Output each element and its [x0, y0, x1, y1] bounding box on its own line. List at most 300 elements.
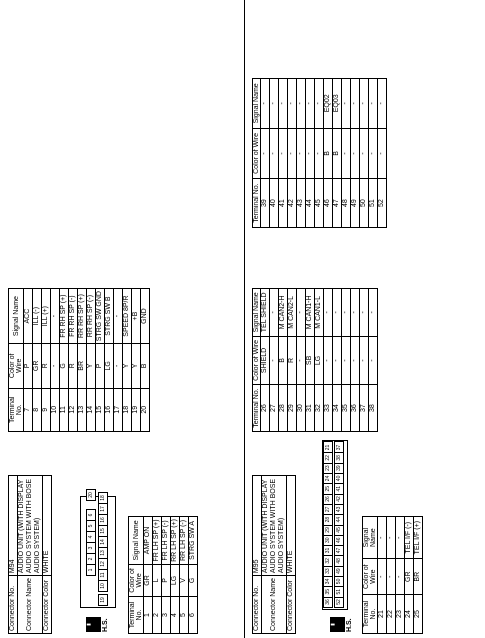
- signal-name-cell: -: [114, 289, 123, 344]
- table-row: [60, 289, 69, 432]
- terminal-no-cell: 31: [306, 385, 315, 432]
- wire-color-cell: P: [162, 564, 171, 596]
- connector-pin: 4: [86, 531, 96, 543]
- terminal-no-header: Terminal No.: [253, 385, 261, 432]
- terminal-no-cell: 34: [333, 385, 342, 432]
- terminal-no-cell: 19: [132, 388, 141, 431]
- table-row: [114, 289, 123, 432]
- signal-name-cell: ILL (-): [33, 289, 42, 344]
- signal-name-cell: EQ02: [324, 79, 333, 129]
- wire-color-header: Color of Wire: [253, 128, 261, 179]
- connector-pin: 14: [98, 536, 108, 548]
- connector-pin: 37: [334, 442, 344, 454]
- connector-pin: 43: [334, 503, 344, 515]
- terminal-no-header: Terminal No.: [253, 179, 261, 228]
- wire-color-cell: LG: [105, 344, 114, 388]
- terminal-no-cell: 40: [270, 179, 279, 228]
- terminal-no-header: Terminal No.: [129, 597, 144, 634]
- signal-name-cell: RR RH SP (-): [87, 289, 96, 344]
- m95-terminal-table-1: [362, 516, 423, 634]
- connector-pin: 31: [323, 545, 333, 557]
- wire-color-cell: L: [153, 564, 162, 596]
- terminal-no-cell: 49: [351, 179, 360, 228]
- connector-pin: 24: [323, 472, 333, 484]
- table-row: [396, 517, 405, 634]
- terminal-no-cell: 33: [324, 385, 333, 432]
- table-row: [333, 79, 342, 228]
- wire-color-cell: -: [315, 128, 324, 179]
- signal-name-cell: TEL I/F (+): [414, 517, 423, 559]
- m95-connector-diagram: [322, 440, 350, 610]
- connector-pin: 1: [86, 564, 96, 576]
- wire-color-cell: -: [333, 336, 342, 384]
- connector-pin: 49: [334, 565, 344, 577]
- wire-color-cell: -: [261, 128, 270, 179]
- wire-color-cell: -: [369, 128, 378, 179]
- table-row: [279, 289, 288, 432]
- terminal-no-cell: 14: [87, 388, 96, 431]
- table-row: [69, 289, 78, 432]
- wire-color-cell: BR: [414, 559, 423, 595]
- terminal-no-cell: 9: [42, 388, 51, 431]
- connector-pin: 13: [98, 547, 108, 559]
- table-row: [261, 79, 270, 228]
- connector-name-label: Connector Name: [18, 576, 43, 634]
- table-row: [351, 289, 360, 432]
- signal-name-cell: -: [396, 517, 405, 559]
- connector-pin: 46: [334, 534, 344, 546]
- wire-color-cell: -: [279, 128, 288, 179]
- signal-name-cell: AMP ON: [144, 517, 153, 565]
- table-row: [306, 79, 315, 228]
- hs-label: H.S.: [102, 618, 109, 632]
- table-row: [24, 289, 33, 432]
- table-row: [288, 79, 297, 228]
- connector-pin: 10: [98, 580, 108, 592]
- terminal-no-cell: 2: [153, 597, 162, 634]
- connector-pin: 42: [334, 493, 344, 505]
- terminal-no-cell: 15: [96, 388, 105, 431]
- table-row: [342, 289, 351, 432]
- table-row: [42, 289, 51, 432]
- terminal-no-cell: 22: [387, 595, 396, 634]
- table-row: [141, 289, 150, 432]
- signal-name-cell: +B: [132, 289, 141, 344]
- wire-color-cell: -: [378, 128, 387, 179]
- terminal-no-cell: 48: [342, 179, 351, 228]
- table-row: [378, 517, 387, 634]
- wire-color-cell: P: [96, 344, 105, 388]
- m94-terminal-table-2: [8, 288, 150, 432]
- signal-name-header: Signal Name: [253, 79, 261, 129]
- terminal-no-cell: 3: [162, 597, 171, 634]
- wire-color-cell: -: [360, 128, 369, 179]
- signal-name-cell: SPEED 8P/R: [123, 289, 132, 344]
- signal-name-header: Signal Name: [253, 289, 261, 337]
- wire-color-cell: Y: [87, 344, 96, 388]
- wire-color-cell: SB: [306, 336, 315, 384]
- m94-connector-name: AUDIO UNIT (WITH DISPLAY AUDIO SYSTEM WITH BOSE AUDIO SYSTEM): [18, 476, 43, 576]
- terminal-no-cell: 27: [270, 385, 279, 432]
- table-row: [324, 79, 333, 228]
- wire-color-cell: R: [288, 336, 297, 384]
- terminal-no-cell: 26: [261, 385, 270, 432]
- table-row: [333, 289, 342, 432]
- table-row: [87, 289, 96, 432]
- m94-connector-no: M94: [9, 476, 18, 576]
- terminal-no-cell: 50: [360, 179, 369, 228]
- signal-name-cell: STRG SW GND: [96, 289, 105, 344]
- signal-name-cell: -: [378, 517, 387, 559]
- wire-color-cell: -: [378, 559, 387, 595]
- m94-connector-diagram: [80, 492, 116, 608]
- connector-pin: 2: [86, 553, 96, 565]
- hs-label: H.S.: [346, 618, 353, 632]
- connector-pin: 21: [323, 442, 333, 454]
- signal-name-cell: -: [297, 79, 306, 129]
- table-row: [171, 517, 180, 634]
- table-row: [33, 289, 42, 432]
- m95-connector-name: AUDIO UNIT (WITH DISPLAY AUDIO SYSTEM WITH BOSE AUDIO SYSTEM): [262, 476, 287, 576]
- wire-color-cell: -: [342, 336, 351, 384]
- connector-pin: 12: [98, 558, 108, 570]
- wire-color-header: Color of Wire: [363, 559, 378, 595]
- table-row: [324, 289, 333, 432]
- terminal-no-cell: 16: [105, 388, 114, 431]
- signal-name-cell: -: [360, 79, 369, 129]
- signal-name-cell: M CAN2-L: [288, 289, 297, 337]
- connector-pin: 26: [323, 493, 333, 505]
- terminal-no-cell: 17: [114, 388, 123, 431]
- signal-name-cell: TEL I/F (-): [405, 517, 414, 559]
- connector-pin: 30: [323, 534, 333, 546]
- signal-name-cell: -: [351, 79, 360, 129]
- wire-color-cell: B: [333, 128, 342, 179]
- wire-color-cell: -: [306, 128, 315, 179]
- signal-name-cell: STRG SW A: [189, 517, 198, 565]
- connector-pin: 41: [334, 483, 344, 495]
- terminal-no-cell: 39: [261, 179, 270, 228]
- wire-color-cell: -: [396, 559, 405, 595]
- terminal-no-cell: 8: [33, 388, 42, 431]
- terminal-no-cell: 5: [180, 597, 189, 634]
- connector-pin: 11: [98, 569, 108, 581]
- connector-color-label: Connector Color: [43, 576, 52, 634]
- harness-side-icon: ▮: [330, 617, 345, 632]
- table-row: [342, 79, 351, 228]
- table-row: [360, 289, 369, 432]
- m95-connector-no: M95: [253, 476, 262, 576]
- terminal-no-cell: 21: [378, 595, 387, 634]
- connector-pin: 28: [323, 514, 333, 526]
- signal-name-cell: STRG SW B: [105, 289, 114, 344]
- signal-name-cell: -: [270, 79, 279, 129]
- wire-color-cell: -: [369, 336, 378, 384]
- table-row: [123, 289, 132, 432]
- wire-color-cell: R: [42, 344, 51, 388]
- terminal-no-cell: 46: [324, 179, 333, 228]
- connector-pin: 51: [334, 586, 344, 598]
- table-row: [51, 289, 60, 432]
- signal-name-cell: -: [351, 289, 360, 337]
- m95-hs-icon: [330, 614, 356, 632]
- wire-color-cell: -: [270, 128, 279, 179]
- wire-color-cell: -: [51, 344, 60, 388]
- signal-name-cell: RR LH SP (+): [171, 517, 180, 565]
- table-row: [369, 289, 378, 432]
- table-row: [132, 289, 141, 432]
- terminal-no-header: Terminal No.: [9, 388, 24, 431]
- signal-name-cell: RR LH SP (-): [180, 517, 189, 565]
- table-row: [105, 289, 114, 432]
- signal-name-cell: -: [369, 79, 378, 129]
- signal-name-cell: ACC: [24, 289, 33, 344]
- signal-name-header: Signal Name: [9, 289, 24, 344]
- signal-name-cell: -: [51, 289, 60, 344]
- table-row: [189, 517, 198, 634]
- connector-pin: 29: [323, 524, 333, 536]
- connector-pin: 40: [334, 472, 344, 484]
- wire-color-cell: V: [180, 564, 189, 596]
- table-row: [306, 289, 315, 432]
- signal-name-cell: GND: [141, 289, 150, 344]
- terminal-no-cell: 43: [297, 179, 306, 228]
- connector-pin: 3: [86, 542, 96, 554]
- signal-name-header: Signal Name: [129, 517, 144, 565]
- terminal-no-cell: 36: [351, 385, 360, 432]
- signal-name-cell: -: [342, 79, 351, 129]
- wire-color-cell: GR: [405, 559, 414, 595]
- signal-name-cell: M CAN2-H: [279, 289, 288, 337]
- wire-color-cell: Y: [123, 344, 132, 388]
- connector-pin: 50: [334, 575, 344, 587]
- wire-color-cell: R: [69, 344, 78, 388]
- table-row: [270, 289, 279, 432]
- wire-color-cell: -: [324, 336, 333, 384]
- signal-name-cell: ILL (+): [42, 289, 51, 344]
- wire-color-cell: -: [342, 128, 351, 179]
- harness-side-icon: ▮: [86, 617, 101, 632]
- terminal-no-cell: 23: [396, 595, 405, 634]
- wire-color-cell: -: [297, 336, 306, 384]
- table-row: [279, 79, 288, 228]
- connector-pin: 48: [334, 555, 344, 567]
- wire-color-header: Color of Wire: [129, 564, 144, 596]
- signal-name-cell: FR LH SP (-): [162, 517, 171, 565]
- signal-name-cell: -: [306, 79, 315, 129]
- terminal-no-cell: 37: [360, 385, 369, 432]
- terminal-no-cell: 20: [141, 388, 150, 431]
- connector-pin: 39: [334, 462, 344, 474]
- terminal-no-cell: 42: [288, 179, 297, 228]
- terminal-no-cell: 45: [315, 179, 324, 228]
- table-row: [387, 517, 396, 634]
- connector-pin: 35: [323, 586, 333, 598]
- m94-info-table: [8, 475, 52, 634]
- wire-color-cell: BR: [78, 344, 87, 388]
- table-row: [78, 289, 87, 432]
- wire-color-cell: -: [360, 336, 369, 384]
- terminal-no-cell: 41: [279, 179, 288, 228]
- table-row: [315, 79, 324, 228]
- signal-name-cell: FR LH SP (+): [153, 517, 162, 565]
- wire-color-cell: -: [270, 336, 279, 384]
- table-row: [405, 517, 414, 634]
- signal-name-cell: -: [324, 289, 333, 337]
- connector-pin: 33: [323, 565, 333, 577]
- signal-name-header: Signal Name: [363, 517, 378, 559]
- wire-color-cell: -: [114, 344, 123, 388]
- signal-name-cell: TEL SHIELD: [261, 289, 270, 337]
- terminal-no-cell: 1: [144, 597, 153, 634]
- wire-color-cell: P: [24, 344, 33, 388]
- terminal-no-cell: 47: [333, 179, 342, 228]
- wire-color-cell: -: [351, 128, 360, 179]
- signal-name-cell: -: [270, 289, 279, 337]
- m94-connector-color: WHITE: [43, 476, 52, 576]
- table-row: [297, 289, 306, 432]
- wire-color-cell: -: [351, 336, 360, 384]
- connector-pin: 45: [334, 524, 344, 536]
- m95-terminal-table-3: [252, 78, 387, 228]
- section-divider: [244, 0, 245, 638]
- wire-color-cell: -: [387, 559, 396, 595]
- wire-color-cell: G: [60, 344, 69, 388]
- table-row: [96, 289, 105, 432]
- signal-name-cell: -: [387, 517, 396, 559]
- terminal-no-cell: 6: [189, 597, 198, 634]
- connector-name-label: Connector Name: [262, 576, 287, 634]
- connector-pin: 15: [98, 525, 108, 537]
- table-row: [360, 79, 369, 228]
- terminal-no-cell: 51: [369, 179, 378, 228]
- connector-pin: 25: [323, 483, 333, 495]
- connector-pin: 52: [334, 596, 344, 608]
- signal-name-cell: -: [360, 289, 369, 337]
- terminal-no-cell: 38: [369, 385, 378, 432]
- terminal-no-header: Terminal No.: [363, 595, 378, 634]
- terminal-no-cell: 30: [297, 385, 306, 432]
- table-row: [414, 517, 423, 634]
- wire-color-cell: LG: [315, 336, 324, 384]
- table-row: [153, 517, 162, 634]
- m94-hs-icon: [86, 614, 112, 632]
- wire-color-header: Color of Wire: [9, 344, 24, 388]
- connector-pin: 36: [323, 596, 333, 608]
- wire-color-cell: LG: [171, 564, 180, 596]
- signal-name-cell: -: [333, 289, 342, 337]
- connector-pin: 34: [323, 575, 333, 587]
- terminal-no-cell: 4: [171, 597, 180, 634]
- table-row: [270, 79, 279, 228]
- signal-name-cell: -: [369, 289, 378, 337]
- terminal-no-cell: 24: [405, 595, 414, 634]
- wire-color-cell: GR: [144, 564, 153, 596]
- wire-color-cell: B: [279, 336, 288, 384]
- terminal-no-cell: 28: [279, 385, 288, 432]
- terminal-no-cell: 13: [78, 388, 87, 431]
- wire-color-cell: SHIELD: [261, 336, 270, 384]
- terminal-no-cell: 44: [306, 179, 315, 228]
- terminal-no-cell: 7: [24, 388, 33, 431]
- signal-name-cell: M CAN1-L: [315, 289, 324, 337]
- terminal-no-cell: 12: [69, 388, 78, 431]
- connector-pin: 20: [86, 489, 96, 501]
- terminal-no-cell: 11: [60, 388, 69, 431]
- terminal-no-cell: 25: [414, 595, 423, 634]
- connector-pin: 17: [98, 503, 108, 515]
- connector-pin: 44: [334, 514, 344, 526]
- wire-color-cell: -: [288, 128, 297, 179]
- wire-color-header: Color of Wire: [253, 336, 261, 384]
- wire-color-cell: G: [189, 564, 198, 596]
- connector-no-label: Connector No.: [9, 576, 18, 634]
- signal-name-cell: -: [279, 79, 288, 129]
- connector-color-label: Connector Color: [287, 576, 296, 634]
- signal-name-cell: FR RH SP (+): [60, 289, 69, 344]
- wire-color-cell: B: [324, 128, 333, 179]
- connector-pin: 19: [98, 594, 108, 606]
- signal-name-cell: EQ03: [333, 79, 342, 129]
- table-row: [144, 517, 153, 634]
- signal-name-cell: -: [288, 79, 297, 129]
- connector-pin: 47: [334, 545, 344, 557]
- signal-name-cell: -: [297, 289, 306, 337]
- terminal-no-cell: 10: [51, 388, 60, 431]
- connector-no-label: Connector No.: [253, 576, 262, 634]
- terminal-no-cell: 32: [315, 385, 324, 432]
- terminal-no-cell: 35: [342, 385, 351, 432]
- signal-name-cell: -: [342, 289, 351, 337]
- m95-info-table: [252, 475, 296, 634]
- connector-pin: 5: [86, 520, 96, 532]
- connector-pin: 6: [86, 509, 96, 521]
- connector-pin: 27: [323, 503, 333, 515]
- table-row: [288, 289, 297, 432]
- m94-terminal-table-1: [128, 516, 198, 634]
- wire-color-cell: GR: [33, 344, 42, 388]
- connector-pin: 18: [98, 492, 108, 504]
- wire-color-cell: Y: [132, 344, 141, 388]
- terminal-no-cell: 29: [288, 385, 297, 432]
- connector-pin: 23: [323, 462, 333, 474]
- connector-pin: 38: [334, 452, 344, 464]
- m95-connector-color: WHITE: [287, 476, 296, 576]
- connector-pin: 22: [323, 452, 333, 464]
- table-row: [297, 79, 306, 228]
- table-row: [162, 517, 171, 634]
- table-row: [351, 79, 360, 228]
- table-row: [261, 289, 270, 432]
- signal-name-cell: M CAN1-H: [306, 289, 315, 337]
- table-row: [315, 289, 324, 432]
- table-row: [369, 79, 378, 228]
- table-row: [180, 517, 189, 634]
- signal-name-cell: -: [315, 79, 324, 129]
- terminal-no-cell: 52: [378, 179, 387, 228]
- connector-pin: 32: [323, 555, 333, 567]
- signal-name-cell: -: [261, 79, 270, 129]
- terminal-no-cell: 18: [123, 388, 132, 431]
- signal-name-cell: RR RH SP (+): [78, 289, 87, 344]
- signal-name-cell: -: [378, 79, 387, 129]
- table-row: [378, 79, 387, 228]
- m95-terminal-table-2: [252, 288, 378, 432]
- signal-name-cell: FR RH SP (-): [69, 289, 78, 344]
- wire-color-cell: -: [297, 128, 306, 179]
- connector-pin: 16: [98, 514, 108, 526]
- wire-color-cell: B: [141, 344, 150, 388]
